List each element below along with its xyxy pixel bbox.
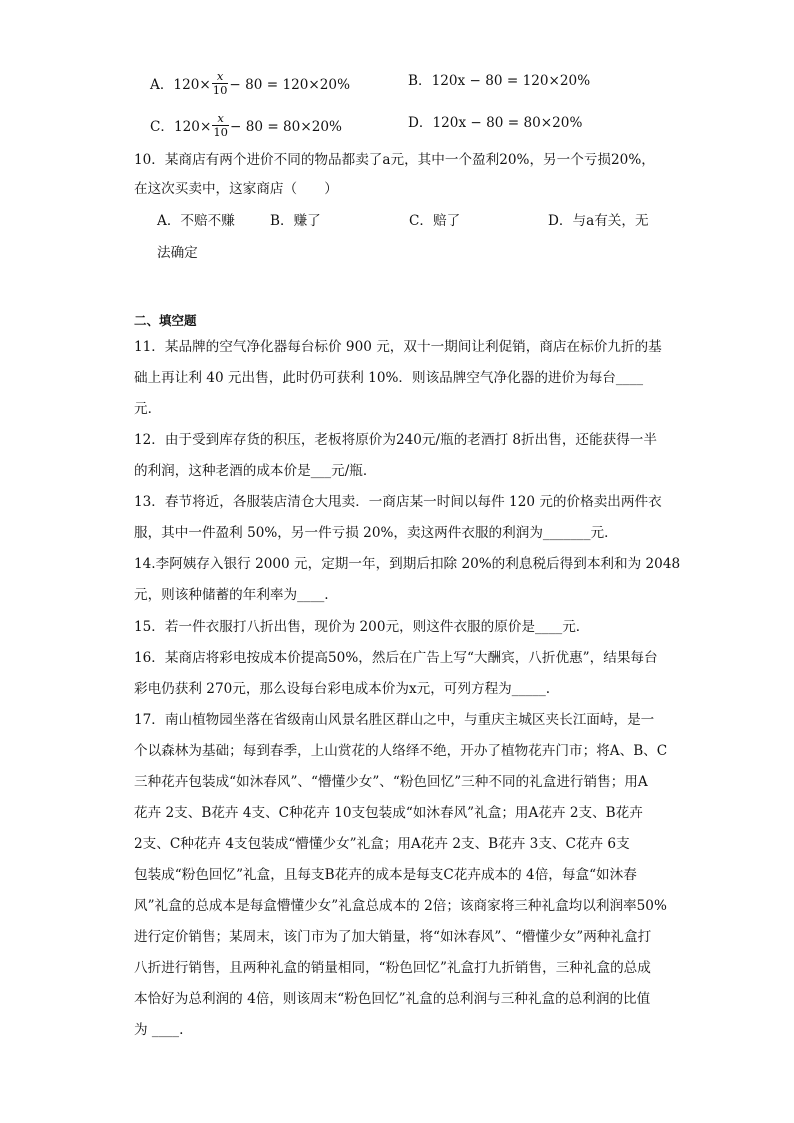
q10-option-c: C．赔了 xyxy=(409,213,461,229)
q10-option-b: B．赚了 xyxy=(270,213,321,229)
q10-option-a: A．不赔不赚 xyxy=(157,213,235,229)
expr-pre: 120× xyxy=(173,77,211,93)
expr: 120x − 80 = 80×20% xyxy=(432,115,583,131)
text-line: 16．某商店将彩电按成本价提高50%，然后在广告上写“大酬宾，八折优惠”，结果每台 xyxy=(134,650,658,666)
text-line: 服，其中一件盈利 50%，另一件亏损 20%，卖这两件衣服的利润为_______元． xyxy=(134,525,618,541)
option-label: D． xyxy=(408,115,433,131)
option-label: A． xyxy=(150,77,174,93)
q10-option-d: D．与a有关，无 xyxy=(548,213,649,229)
text-line: 14.李阿姨存入银行 2000 元，定期一年，到期后扣除 20%的利息税后得到本利和为 2048 xyxy=(134,556,681,572)
text-line: 11．某品牌的空气净化器每台标价 900 元，双十一期间让利促销，商店在标价九折的基 xyxy=(134,339,662,355)
q9-option-b xyxy=(408,72,590,90)
q9-option-d xyxy=(408,114,582,132)
q9-option-a xyxy=(150,69,350,99)
fraction-denominator: 10 xyxy=(213,125,228,139)
text-line: 17．南山植物园坐落在省级南山风景名胜区群山之中，与重庆主城区夹长江面峙，是一 xyxy=(134,712,655,728)
expr: 120x − 80 = 120×20% xyxy=(431,73,591,89)
text-line: 进行定价销售；某周末，该门市为了加大销量，将“如沐春风”、“懵懂少女”两种礼盒打 xyxy=(134,929,652,945)
text-line: 元． xyxy=(134,401,162,417)
text-line: 风”礼盒的总成本是每盒懵懂少女”礼盒总成本的 2倍；该商家将三种礼盒均以利润率50% xyxy=(134,898,667,914)
text-line: 为 ____. xyxy=(134,1022,184,1038)
option-label: B． xyxy=(408,73,432,89)
text-line: 彩电仍获利 270元，那么设每台彩电成本价为x元，可列方程为_____. xyxy=(134,681,551,697)
fraction-numerator: x xyxy=(212,112,229,126)
text-line: 13．春节将近，各服装店清仓大甩卖．一商店某一时间以每件 120 元的价格卖出两件衣 xyxy=(134,494,662,510)
fraction-numerator: x xyxy=(212,70,229,84)
text-line: 元，则该种储蓄的年利率为____. xyxy=(134,587,329,603)
text-line: 八折进行销售，且两种礼盒的销量相同，“粉色回忆”礼盒打九折销售，三种礼盒的总成 xyxy=(134,960,651,976)
text-line: 础上再让利 40 元出售，此时仍可获利 10%．则该品牌空气净化器的进价为每台____ xyxy=(134,370,644,386)
text-line: 三种花卉包装成“如沐春风”、“懵懂少女”、“粉色回忆”三种不同的礼盒进行销售；用A xyxy=(134,774,648,790)
fraction xyxy=(212,112,229,139)
text-line: 15．若一件衣服打八折出售，现价为 200元，则这件衣服的原价是____元． xyxy=(134,619,590,635)
text-line: 的利润，这种老酒的成本价是___元/瓶． xyxy=(134,463,377,479)
q9-option-c xyxy=(150,111,342,141)
text-line: 花卉 2支、B花卉 4支、C种花卉 10支包装成“如沐春风”礼盒；用A花卉 2支、B花卉 xyxy=(134,805,643,821)
text-line: 本恰好为总利润的 4倍，则该周末“粉色回忆”礼盒的总利润与三种礼盒的总利润的比值 xyxy=(134,991,651,1007)
fraction-denominator: 10 xyxy=(212,83,228,97)
text-line: 12．由于受到库存货的积压，老板将原价为240元/瓶的老酒打 8折出售，还能获得一半 xyxy=(134,432,657,448)
text-line: 包装成“粉色回忆”礼盒，且每支B花卉的成本是每支C花卉成本的 4倍，每盒“如沐春 xyxy=(134,867,637,883)
option-label: C． xyxy=(150,119,174,135)
q10-line-2: 在这次买卖中，这家商店（ ） xyxy=(134,181,338,197)
section-title-fill-in: 二、填空题 xyxy=(134,313,197,328)
q10-option-d-continued: 法确定 xyxy=(157,245,198,261)
expr-pre: 120× xyxy=(174,119,212,135)
text-line: 个以森林为基础；每到春季，上山赏花的人络绎不绝，开办了植物花卉门市；将A、B、C xyxy=(134,743,668,759)
q10-line-1: 10．某商店有两个进价不同的物品都卖了a元，其中一个盈利20%，另一个亏损20%， xyxy=(134,152,655,168)
expr-post: − 80 = 120×20% xyxy=(229,77,350,93)
text-line: 2支、C种花卉 4支包装成“懵懂少女”礼盒；用A花卉 2支、B花卉 3支、C花卉 6支 xyxy=(134,836,630,852)
expr-post: − 80 = 80×20% xyxy=(229,119,342,135)
fraction xyxy=(212,70,229,97)
